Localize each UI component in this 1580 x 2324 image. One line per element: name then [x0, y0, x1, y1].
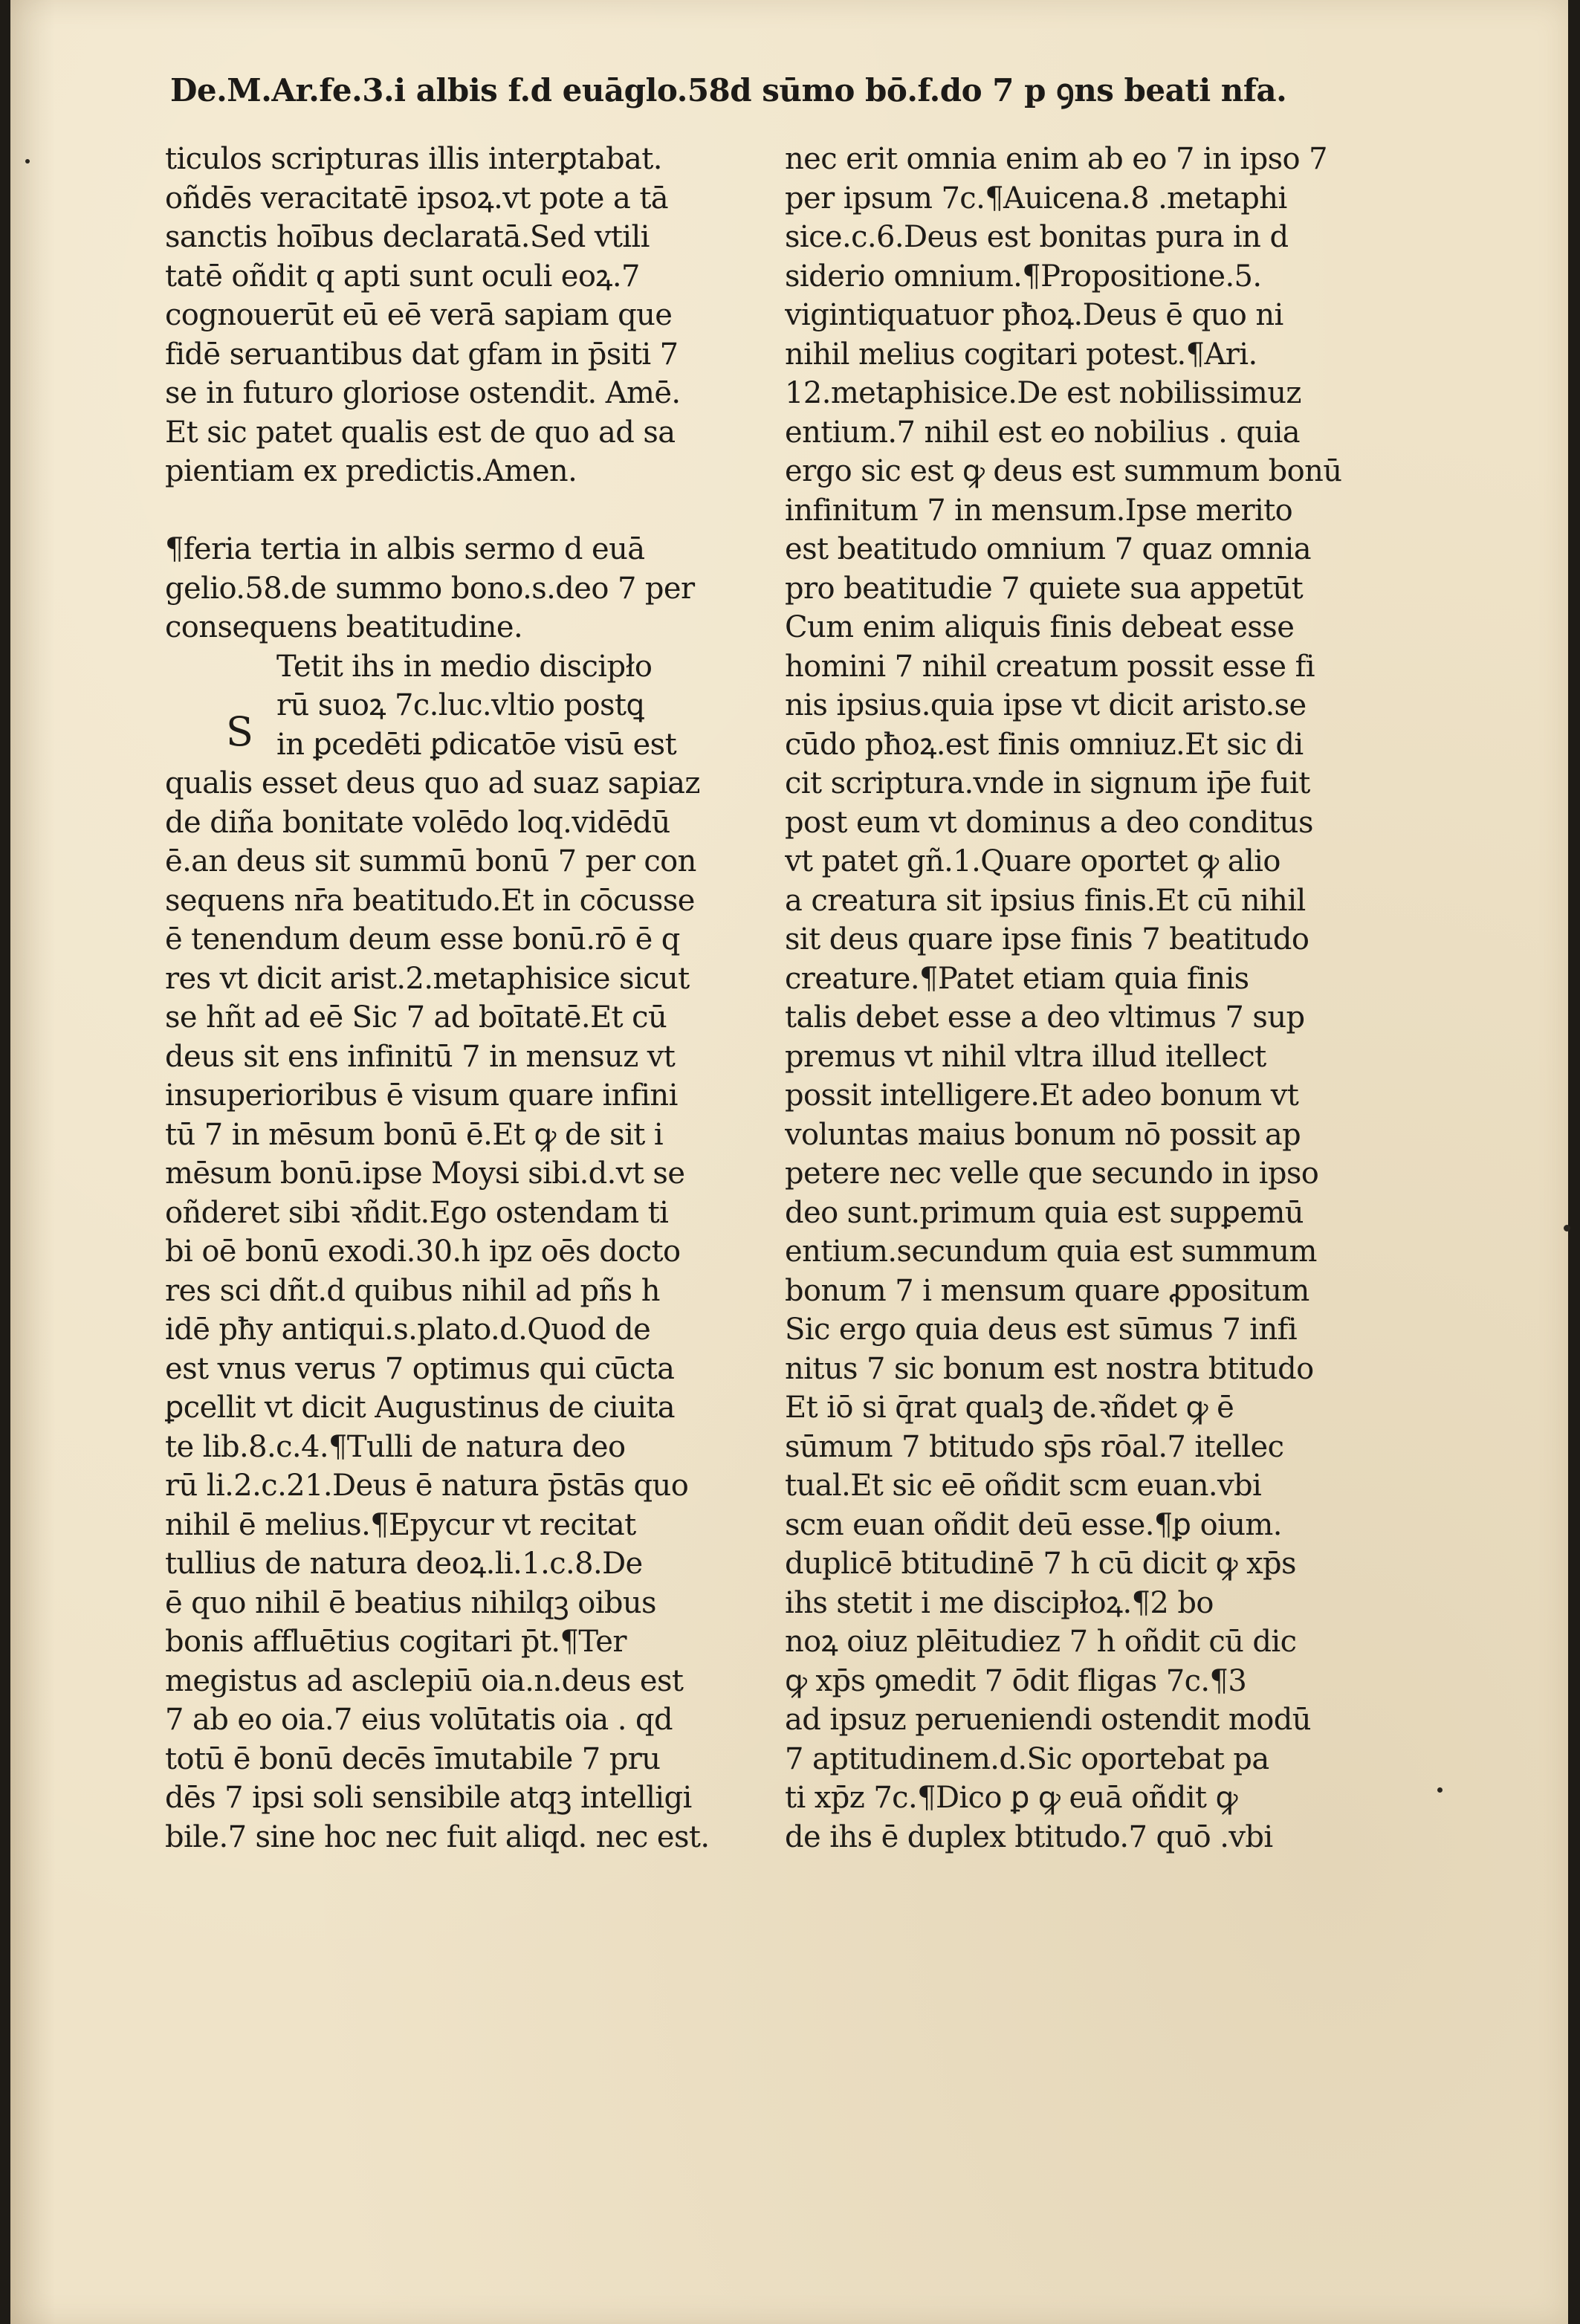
text-line: oñdēs veracitatē ipsoꝝ.vt pote a tā — [165, 181, 669, 216]
text-line: dēs 7 ipsi soli sensibile atqꝫ intelligi — [165, 1781, 692, 1815]
text-line: cognouerūt eū eē verā sapiam que — [165, 298, 673, 332]
text-line: 7 aptitudinem.d.Sic oportebat pa — [785, 1741, 1269, 1776]
text-line: possit intelligere.Et adeo bonum vt — [785, 1078, 1299, 1113]
text-line: nis ipsius.quia ipse vt dicit aristo.se — [785, 688, 1307, 722]
text-line: nec erit omnia enim ab eo 7 in ipso 7 — [785, 142, 1327, 176]
text-line: tual.Et sic eē oñdit scm euan.vbi — [785, 1469, 1262, 1503]
text-line: fidē seruantibus dat gfam in p̄siti 7 — [165, 337, 679, 372]
text-line: idē pħy antiqui.s.plato.d.Quod de — [165, 1312, 651, 1347]
text-line: 12.metaphisice.De est nobilissimuz — [785, 376, 1301, 410]
text-line: qualis esset deus quo ad suaz sapiaz — [165, 766, 700, 800]
text-line: ergo sic est ꝙ deus est summum bonū — [785, 454, 1342, 488]
text-line: insuperioribus ē visum quare infini — [165, 1078, 678, 1113]
text-line: siderio omnium.¶Propositione.5. — [785, 259, 1262, 294]
text-line: ti xp̄z 7c.¶Dico ꝑ ꝙ euā oñdit ꝙ — [785, 1781, 1237, 1815]
text-line: se in futuro gloriose ostendit. Amē. — [165, 376, 681, 410]
text-line: 7 ab eo oia.7 eius volūtatis oia . qd — [165, 1703, 673, 1737]
text-line: ticulos scripturas illis interꝑtabat. — [165, 142, 662, 176]
text-line: rū li.2.c.21.Deus ē natura p̄stās quo — [165, 1469, 689, 1503]
ink-speck — [1564, 1225, 1570, 1231]
text-line: tullius de natura deoꝝ.li.1.c.8.De — [165, 1547, 643, 1581]
text-line: Et iō si q̄rat qualꝫ de.ꝛñdet ꝙ ē — [785, 1391, 1234, 1425]
text-line: cit scriptura.vnde in signum ip̄e fuit — [785, 766, 1310, 800]
text-line: rū suoꝝ 7c.luc.vltio postꝗ — [276, 688, 644, 722]
text-line: Et sic patet qualis est de quo ad sa — [165, 415, 676, 450]
left-column — [165, 140, 745, 1857]
text-line: nitus 7 sic bonum est nostra btitudo — [785, 1351, 1314, 1386]
text-line: bonum 7 i mensum quare ꝓpositum — [785, 1273, 1309, 1308]
text-line: bonis affluētius cogitari p̄t.¶Ter — [165, 1625, 627, 1659]
text-line: se hñt ad eē Sic 7 ad boītatē.Et cū — [165, 1000, 667, 1035]
text-line: mēsum bonū.ipse Moysi sibi.d.vt se — [165, 1156, 685, 1191]
text-line: sice.c.6.Deus est bonitas pura in d — [785, 220, 1289, 254]
ink-speck — [25, 159, 30, 164]
text-line: bile.7 sine hoc nec fuit aliqd. nec est. — [165, 1819, 710, 1854]
right-column — [785, 140, 1372, 1857]
text-line: per ipsum 7c.¶Auicena.8 .metaphi — [785, 181, 1287, 216]
running-head: De.M.Ar.fe.3.i albis f.d euāglo.58d sūmo bō.f.do 7 p ꝯns beati nfa. — [170, 72, 1287, 109]
text-line: res vt dicit arist.2.metaphisice sicut — [165, 961, 690, 996]
text-line: nihil ē melius.¶Epycur vt recitat — [165, 1507, 636, 1542]
paragraph-gap — [165, 491, 745, 531]
text-line: de ihs ē duplex btitudo.7 quō .vbi — [785, 1819, 1273, 1854]
text-line: post eum vt dominus a deo conditus — [785, 805, 1313, 840]
text-line: a creatura sit ipsius finis.Et cū nihil — [785, 883, 1306, 918]
text-line: ē quo nihil ē beatius nihilqꝫ oibus — [165, 1585, 656, 1620]
text-line: Tetit ihs in medio discipło — [276, 649, 653, 684]
text-line: cūdo pħoꝝ.est finis omniuz.Et sic di — [785, 727, 1304, 762]
text-line: est beatitudo omnium 7 quaz omnia — [785, 532, 1311, 566]
text-line: infinitum 7 in mensum.Ipse merito — [785, 493, 1293, 528]
text-line: entium.secundum quia est summum — [785, 1234, 1317, 1269]
text-line: voluntas maius bonum nō possit ap — [785, 1117, 1301, 1152]
text-line: deo sunt.primum quia est supꝑemū — [785, 1195, 1304, 1230]
text-line: scm euan oñdit deū esse.¶ꝑ oium. — [785, 1507, 1282, 1542]
text-line: homini 7 nihil creatum possit esse fi — [785, 649, 1315, 684]
text-line: deus sit ens infinitū 7 in mensuz vt — [165, 1039, 676, 1074]
text-line: tatē oñdit q apti sunt oculi eoꝝ.7 — [165, 259, 640, 294]
text-line: noꝝ oiuz plēitudiez 7 h oñdit cū dic — [785, 1625, 1297, 1659]
text-line: duplicē btitudinē 7 h cū dicit ꝙ xp̄s — [785, 1547, 1296, 1581]
ink-speck — [1437, 1787, 1443, 1793]
text-line: in ꝑcedēti ꝑdicatōe visū est — [276, 727, 677, 762]
text-line: te lib.8.c.4.¶Tulli de natura deo — [165, 1429, 626, 1464]
page-leaf — [10, 0, 1568, 2324]
text-line: vt patet gñ.1.Quare oportet ꝙ alio — [785, 844, 1280, 878]
text-line: nihil melius cogitari potest.¶Ari. — [785, 337, 1257, 372]
text-line: ē.an deus sit summū bonū 7 per con — [165, 844, 696, 878]
text-line: sequens nr̄a beatitudo.Et in cōcusse — [165, 883, 695, 918]
text-line: oñderet sibi ꝛñdit.Ego ostendam ti — [165, 1195, 669, 1230]
text-line: pientiam ex predictis.Amen. — [165, 454, 577, 488]
text-line: Cum enim aliquis finis debeat esse — [785, 610, 1295, 644]
text-line: ad ipsuz perueniendi ostendit modū — [785, 1703, 1311, 1737]
text-line: sit deus quare ipse finis 7 beatitudo — [785, 922, 1309, 957]
text-line: creature.¶Patet etiam quia finis — [785, 961, 1249, 996]
text-line: tū 7 in mēsum bonū ē.Et ꝙ de sit i — [165, 1117, 664, 1152]
sermon-heading-line: gelio.58.de summo bono.s.deo 7 per — [165, 571, 695, 606]
sermon-heading-line: ¶feria tertia in albis sermo d euā — [165, 532, 645, 566]
text-line: entium.7 nihil est eo nobilius . quia — [785, 415, 1301, 450]
text-line: pro beatitudie 7 quiete sua appetūt — [785, 571, 1304, 606]
text-line: sūmum 7 btitudo sp̄s rōal.7 itellec — [785, 1429, 1284, 1464]
text-line: petere nec velle que secundo in ipso — [785, 1156, 1319, 1191]
text-line: Sic ergo quia deus est sūmus 7 infi — [785, 1312, 1298, 1347]
text-line: ꝙ xp̄s ꝯmedit 7 ōdit fligas 7c.¶3 — [785, 1663, 1247, 1698]
text-line: est vnus verus 7 optimus qui cūcta — [165, 1351, 675, 1386]
text-line: de diña bonitate volēdo loq.vidēdū — [165, 805, 670, 840]
initial-letter: S — [226, 708, 253, 755]
text-line: ē tenendum deum esse bonū.rō ē q — [165, 922, 680, 957]
text-line: ꝑcellit vt dicit Augustinus de ciuita — [165, 1391, 676, 1425]
text-line: vigintiquatuor pħoꝝ.Deus ē quo ni — [785, 298, 1283, 332]
text-line: talis debet esse a deo vltimus 7 sup — [785, 1000, 1305, 1035]
text-line: ihs stetit i me discipłoꝝ.¶2 bo — [785, 1585, 1214, 1620]
text-line: sanctis hoībus declaratā.Sed vtili — [165, 220, 650, 254]
text-line: megistus ad asclepiū oia.n.deus est — [165, 1663, 684, 1698]
text-line: premus vt nihil vltra illud itellect — [785, 1039, 1266, 1074]
text-line: res sci dñt.d quibus nihil ad pñs h — [165, 1273, 660, 1308]
text-line: totū ē bonū decēs īmutabile 7 pru — [165, 1741, 661, 1776]
sermon-heading-line: consequens beatitudine. — [165, 610, 523, 644]
text-line: bi oē bonū exodi.30.h ipz oēs docto — [165, 1234, 681, 1269]
